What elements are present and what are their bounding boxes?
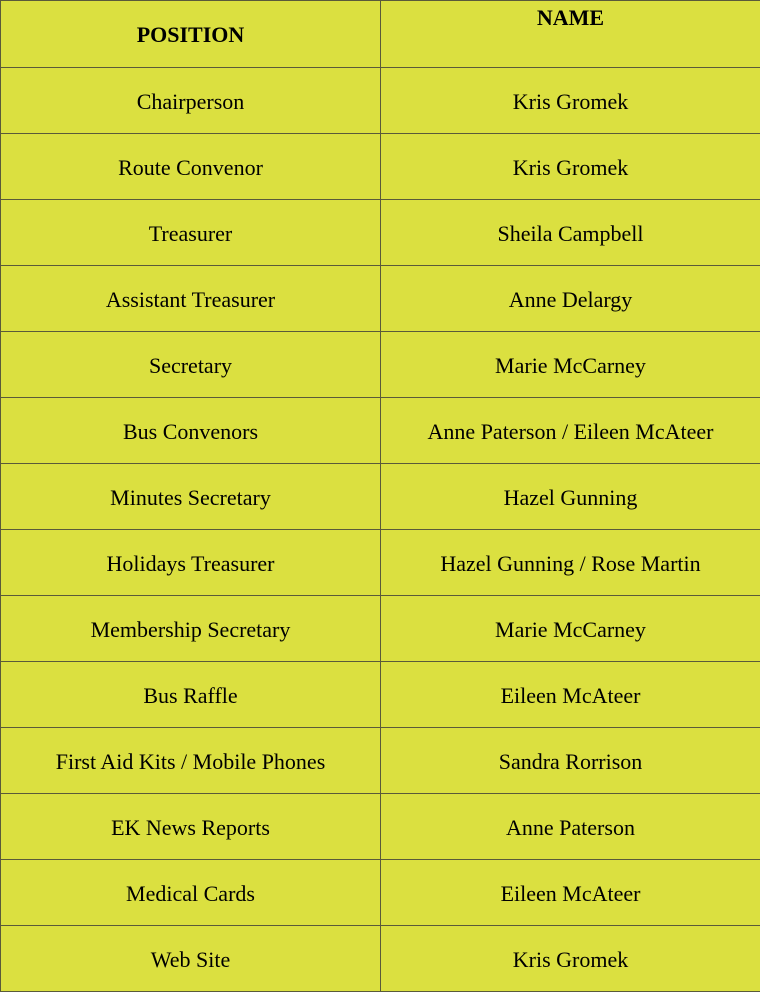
- table-row: [1, 200, 760, 266]
- position-cell: Medical Cards: [1, 860, 381, 926]
- name-cell: Sheila Campbell: [381, 200, 760, 266]
- table-row: [1, 530, 760, 596]
- name-cell: Sandra Rorrison: [381, 728, 760, 794]
- position-cell: Route Convenor: [1, 134, 381, 200]
- name-cell: Marie McCarney: [381, 596, 760, 662]
- table-row: [1, 332, 760, 398]
- table-row: [1, 596, 760, 662]
- position-column-header: POSITION: [1, 1, 381, 68]
- table-row: [1, 68, 760, 134]
- table-row: [1, 266, 760, 332]
- table-row: [1, 464, 760, 530]
- name-cell: Kris Gromek: [381, 134, 760, 200]
- position-cell: Web Site: [1, 926, 381, 992]
- position-cell: First Aid Kits / Mobile Phones: [1, 728, 381, 794]
- position-cell: Minutes Secretary: [1, 464, 381, 530]
- name-cell: Anne Paterson / Eileen McAteer: [381, 398, 760, 464]
- table-row: [1, 662, 760, 728]
- table-row: [1, 134, 760, 200]
- name-cell: Anne Paterson: [381, 794, 760, 860]
- name-cell: Eileen McAteer: [381, 860, 760, 926]
- table-row: [1, 794, 760, 860]
- name-cell: Eileen McAteer: [381, 662, 760, 728]
- name-cell: Anne Delargy: [381, 266, 760, 332]
- header-row: [1, 1, 760, 68]
- table-row: [1, 926, 760, 992]
- position-cell: Treasurer: [1, 200, 381, 266]
- position-cell: EK News Reports: [1, 794, 381, 860]
- name-cell: Kris Gromek: [381, 926, 760, 992]
- position-cell: Assistant Treasurer: [1, 266, 381, 332]
- table-row: [1, 728, 760, 794]
- table-row: [1, 398, 760, 464]
- position-cell: Holidays Treasurer: [1, 530, 381, 596]
- position-cell: Secretary: [1, 332, 381, 398]
- name-cell: Kris Gromek: [381, 68, 760, 134]
- position-cell: Bus Convenors: [1, 398, 381, 464]
- position-cell: Bus Raffle: [1, 662, 381, 728]
- table-row: [1, 860, 760, 926]
- name-cell: Hazel Gunning: [381, 464, 760, 530]
- name-cell: Marie McCarney: [381, 332, 760, 398]
- name-column-header: NAME: [381, 1, 760, 68]
- position-cell: Chairperson: [1, 68, 381, 134]
- position-cell: Membership Secretary: [1, 596, 381, 662]
- name-cell: Hazel Gunning / Rose Martin: [381, 530, 760, 596]
